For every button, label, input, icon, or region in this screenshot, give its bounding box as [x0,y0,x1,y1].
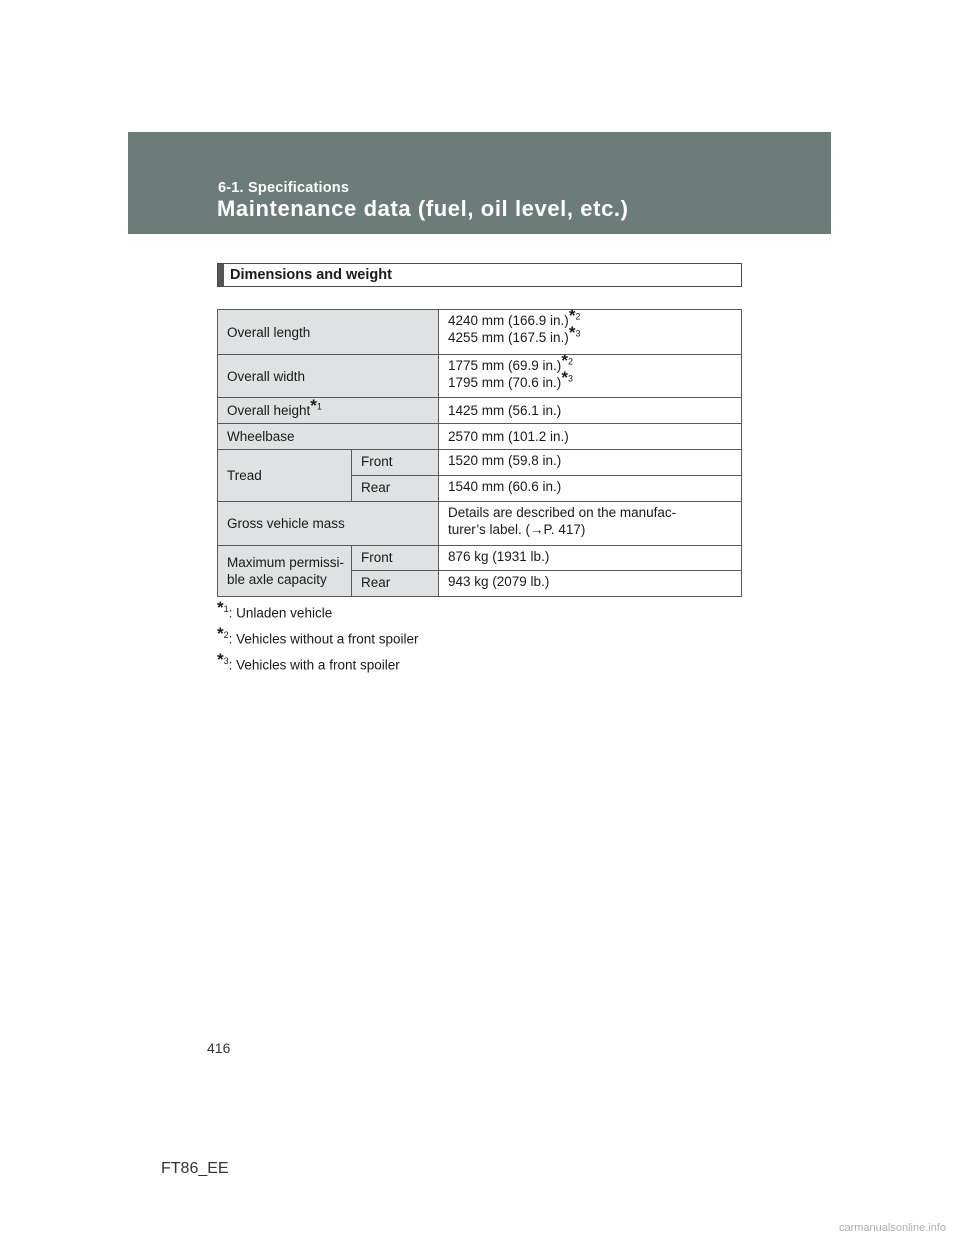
footnote-item [217,624,419,656]
row-value-overall-height: 1425 mm (56.1 in.) [439,398,742,424]
section-label: 6-1. Specifications [218,180,350,196]
asterisk-icon: * [217,598,224,617]
footnote-ref: 2 [223,630,229,640]
subheading-bar [218,264,224,286]
subheading-box [217,263,742,287]
asterisk-icon: * [568,306,576,325]
row-value-tread-front: 1520 mm (59.8 in.) [439,450,742,476]
row-value-wheelbase: 2570 mm (101.2 in.) [439,424,742,450]
value-text: 1795 mm (70.6 in.) [448,375,562,390]
asterisk-icon: * [568,323,576,342]
watermark: carmanualsonline.info [838,1222,946,1234]
footnote-ref: 3 [223,656,229,666]
asterisk-icon: * [217,624,224,643]
sub-label-front: Front [352,450,439,476]
asterisk-icon: * [217,650,224,669]
value-text: 1775 mm (69.9 in.) [448,358,562,373]
footnote-text: : Unladen vehicle [228,605,333,621]
label-text: Maximum permissi- [227,555,345,570]
asterisk-icon: * [310,396,317,415]
row-label-overall-length: Overall length [218,310,439,355]
footnotes [217,598,419,682]
asterisk-icon: * [561,368,568,387]
label-text: Overall height [227,403,311,418]
footnote-item [217,598,419,630]
footnote-ref: 2 [567,356,573,367]
value-text: 4240 mm (166.9 in.) [448,313,569,328]
row-value-overall-width [439,351,742,398]
arrow-right-icon: → [530,522,544,537]
row-label-overall-width: Overall width [218,355,439,398]
row-label-max-axle-capacity [218,546,352,597]
sub-label-rear: Rear [352,571,439,597]
footnote-ref: 3 [575,328,581,339]
footnote-ref: 3 [567,373,573,384]
row-label-tread: Tread [218,450,352,502]
value-text: 4255 mm (167.5 in.) [448,330,569,345]
row-label-wheelbase: Wheelbase [218,424,439,450]
footnote-item [217,650,419,682]
row-value-tread-rear: 1540 mm (60.6 in.) [439,476,742,502]
value-text: Details are described on the manufac- [448,505,677,520]
subheading-text: Dimensions and weight [230,267,392,283]
table-row [218,355,742,398]
table-row [218,310,742,355]
table-row [218,398,742,424]
table-row [218,502,742,546]
sub-label-rear: Rear [352,476,439,502]
specifications-table [217,306,742,597]
page-title: Maintenance data (fuel, oil level, etc.) [217,196,629,221]
footnote-ref: 1 [223,604,229,614]
table-row [218,424,742,450]
row-value-overall-length [439,306,742,355]
footnote-text: : Vehicles with a front spoiler [228,657,400,673]
table-row [218,450,742,476]
document-code: FT86_EE [161,1160,229,1177]
page-reference-link[interactable]: P. 417) [543,522,586,537]
row-label-gross-vehicle-mass: Gross vehicle mass [218,502,439,546]
row-value-axle-front: 876 kg (1931 lb.) [439,546,742,571]
footnote-ref: 1 [316,401,322,412]
table-row [218,546,742,571]
row-label-overall-height [218,398,439,424]
value-text: turer’s label. ( [448,522,531,537]
row-value-gross-vehicle-mass [439,502,742,546]
asterisk-icon: * [561,351,568,370]
footnote-text: : Vehicles without a front spoiler [228,631,419,647]
label-text: ble axle capacity [227,572,327,587]
row-value-axle-rear: 943 kg (2079 lb.) [439,571,742,597]
page-number: 416 [207,1040,231,1056]
sub-label-front: Front [352,546,439,571]
footnote-ref: 2 [575,311,581,322]
